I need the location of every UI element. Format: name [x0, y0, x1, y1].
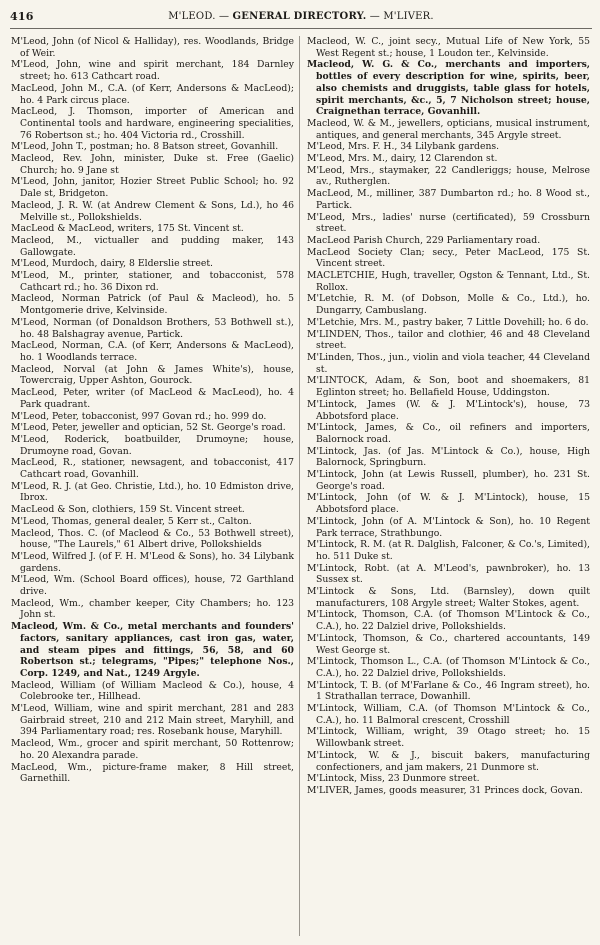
directory-entry: MacLeod, J. Thomson, importer of American and Continental tools and hardware, engineering specialities, 76 Robertson st.; ho. 404 Victoria rd., Crosshill.: [11, 106, 294, 141]
directory-entry: M'Lintock, John (at Lewis Russell, plumber), ho. 231 St. George's road.: [307, 469, 590, 492]
directory-entry: M'Lintock, Thomson L., C.A. (of Thomson M'Lintock & Co., C.A.), ho. 22 Dalziel drive, Pollokshields.: [307, 656, 590, 679]
directory-entry: M'LINDEN, Thos., tailor and clothier, 46 and 48 Cleveland street.: [307, 328, 590, 352]
page-number: 416: [10, 10, 34, 23]
directory-entry: M'Lintock, Miss, 23 Dunmore street.: [307, 773, 480, 785]
directory-entry: M'Leod, M., printer, stationer, and tobacconist, 578 Cathcart rd.; ho. 36 Dixon rd.: [11, 270, 294, 293]
directory-entry: Macleod, Norman Patrick (of Paul & Macleod), ho. 5 Montgomerie drive, Kelvinside.: [11, 293, 294, 317]
directory-entry: MacLeod & Son, clothiers, 159 St. Vincent street.: [11, 504, 245, 516]
directory-entry: M'Lintock, Jas. (of Jas. M'Lintock & Co.), house, High Balornock, Springburn.: [307, 445, 590, 469]
directory-entry: MacLeod Parish Church, 229 Parliamentary road.: [307, 234, 541, 246]
directory-entry: Macleod, Rev. John, minister, Duke st. Free (Gaelic) Church; ho. 9 Jane st: [11, 153, 294, 176]
directory-entry: MACLETCHIE, Hugh, traveller, Ogston & Tennant, Ltd., St. Rollox.: [307, 270, 590, 293]
directory-entry: MacLeod, R., stationer, newsagent, and tobacconist, 417 Cathcart road, Govanhill.: [11, 457, 294, 481]
directory-entry: Macleod, William (of William Macleod & Co.), house, 4 Colebrooke ter., Hillhead.: [11, 679, 294, 703]
directory-entry: M'Leod, John, janitor, Hozier Street Public School; ho. 92 Dale st, Bridgeton.: [11, 176, 294, 200]
left-column: [11, 36, 294, 785]
directory-entry: M'Leod, Mrs. M., dairy, 12 Clarendon st.: [307, 153, 498, 165]
header-rule: [10, 28, 592, 29]
directory-entry: MacLeod Society Clan; secy., Peter MacLeod, 175 St. Vincent street.: [307, 246, 590, 270]
directory-entry: Macleod, Wm., grocer and spirit merchant, 50 Rottenrow; ho. 20 Alexandra parade.: [11, 738, 294, 761]
running-title: M'LEOD. — GENERAL DIRECTORY. — M'LIVER.: [168, 11, 434, 22]
directory-entry: MacLeod & MacLeod, writers, 175 St. Vincent st.: [11, 223, 244, 235]
directory-entry: Macleod, W. C., joint secy., Mutual Life of New York, 55 West Regent st.; house, 1 Loudon ter., Kelvinside.: [307, 36, 590, 59]
directory-entry: M'Lintock, William, wright, 39 Otago street; ho. 15 Willowbank street.: [307, 726, 590, 750]
directory-entry: M'Leod, Norman (of Donaldson Brothers, 53 Bothwell st.), ho. 48 Balshagray avenue, Partick.: [11, 316, 294, 340]
directory-entry: M'Lintock, James (W. & J. M'Lintock's), house, 73 Abbotsford place.: [307, 398, 590, 422]
directory-entry: M'Lintock, John (of A. M'Lintock & Son), ho. 10 Regent Park terrace, Strathbungo.: [307, 515, 590, 539]
directory-entry: M'Lintock, W. & J., biscuit bakers, manufacturing confectioners, and jam makers, 21 Dunmore st.: [307, 749, 590, 773]
directory-entry: Macleod, J. R. W. (at Andrew Clement & Sons, Ld.), ho 46 Melville st., Pollokshields.: [11, 199, 294, 223]
directory-entry: M'Lintock, R. M. (at R. Dalglish, Falconer, & Co.'s, Limited), ho. 511 Duke st.: [307, 539, 590, 562]
directory-entry: Macleod, Thos. C. (of Macleod & Co., 53 Bothwell street), house, "The Laurels," 61 Albert drive, Pollokshields: [11, 527, 294, 551]
directory-entry: M'Leod, William, wine and spirit merchant, 281 and 283 Gairbraid street, 210 and 212 Main street, Maryhill, and 394 Parliamentary road; res. Rosebank house, Maryhill.: [11, 703, 294, 738]
title-suffix: M'LIVER.: [383, 11, 434, 22]
directory-entry: M'Leod, Wm. (School Board offices), house, 72 Garthland drive.: [11, 574, 294, 598]
directory-entry: MacLeod, Wm., picture-frame maker, 8 Hill street, Garnethill.: [11, 761, 294, 785]
directory-entry: M'Leod, Peter, jeweller and optician, 52 St. George's road.: [11, 422, 286, 434]
directory-entry: M'Lintock, Thomson, C.A. (of Thomson M'Lintock & Co., C.A.), ho. 22 Dalziel drive, Pollokshields.: [307, 609, 590, 633]
directory-entry: M'Lintock, James, & Co., oil refiners and importers, Balornock road.: [307, 422, 590, 445]
title-prefix: M'LEOD.: [168, 11, 216, 22]
directory-entry: M'Leod, John (of Nicol & Halliday), res. Woodlands, Bridge of Weir.: [11, 36, 294, 59]
directory-entry: M'LINTOCK, Adam, & Son, boot and shoemakers, 81 Eglinton street; ho. Bellafield House, Uddingston.: [307, 375, 590, 399]
directory-entry: M'Lintock, T. B. (of M'Farlane & Co., 46 Ingram street), ho. 1 Strathallan terrace, Dowanhill.: [307, 679, 590, 703]
directory-entry: M'Letchie, Mrs. M., pastry baker, 7 Little Dovehill; ho. 6 do.: [307, 316, 589, 328]
directory-entry: M'Leod, John T., postman; ho. 8 Batson street, Govanhill.: [11, 141, 279, 153]
directory-entry: M'Leod, Murdoch, dairy, 8 Elderslie street.: [11, 258, 213, 270]
directory-entry: M'Lintock, John (of W. & J. M'Lintock), house, 15 Abbotsford place.: [307, 492, 590, 516]
title-main: GENERAL DIRECTORY.: [232, 11, 367, 22]
directory-entry: MacLeod, Norman, C.A. (of Kerr, Andersons & MacLeod), ho. 1 Woodlands terrace.: [11, 340, 294, 363]
directory-entry: M'Leod, R. J. (at Geo. Christie, Ltd.), ho. 10 Edmiston drive, Ibrox.: [11, 480, 294, 504]
right-column: [307, 36, 590, 797]
directory-entry: M'Leod, Thomas, general dealer, 5 Kerr st., Calton.: [11, 515, 252, 527]
directory-entry: M'Lintock & Sons, Ltd. (Barnsley), down quilt manufacturers, 108 Argyle street; Walter Stokes, agent.: [307, 586, 590, 609]
directory-entry: M'Leod, Peter, tobacconist, 997 Govan rd.; ho. 999 do.: [11, 410, 267, 422]
directory-entry: M'Leod, Wilfred J. (of F. H. M'Leod & Sons), ho. 34 Lilybank gardens.: [11, 550, 294, 574]
page-header: [10, 8, 592, 26]
directory-entry: M'Leod, John, wine and spirit merchant, 184 Darnley street; ho. 613 Cathcart road.: [11, 59, 294, 83]
directory-entry: M'Linden, Thos., jun., violin and viola teacher, 44 Cleveland st.: [307, 351, 590, 375]
directory-entry: M'Lintock, William, C.A. (of Thomson M'Lintock & Co., C.A.), ho. 11 Balmoral crescent, Crosshill: [307, 703, 590, 726]
directory-entry: MacLeod, John M., C.A. (of Kerr, Andersons & MacLeod); ho. 4 Park circus place.: [11, 82, 294, 106]
directory-entry: M'Leod, Mrs., ladies' nurse (certificated), 59 Crossburn street.: [307, 211, 590, 235]
directory-entry: Macleod, Norval (at John & James White's), house, Towercraig, Upper Ashton, Gourock.: [11, 363, 294, 387]
directory-entry: M'Lintock, Thomson, & Co., chartered accountants, 149 West George st.: [307, 632, 590, 656]
column-divider: [299, 36, 300, 936]
directory-entry: Macleod, W. & M., jewellers, opticians, musical instrument, antiques, and general merchants, 345 Argyle street.: [307, 117, 590, 141]
directory-entry: M'Letchie, R. M. (of Dobson, Molle & Co., Ltd.), ho. Dungarry, Cambuslang.: [307, 293, 590, 317]
directory-entry: M'Leod, Mrs. F. H., 34 Lilybank gardens.: [307, 141, 500, 153]
directory-entry: M'Leod, Roderick, boatbuilder, Drumoyne; house, Drumoyne road, Govan.: [11, 433, 294, 457]
directory-entry: Macleod, M., victualler and pudding maker, 143 Gallowgate.: [11, 234, 294, 258]
directory-entry: M'Lintock, Robt. (at A. M'Leod's, pawnbroker), ho. 13 Sussex st.: [307, 562, 590, 586]
directory-entry: Macleod, Wm., chamber keeper, City Chambers; ho. 123 John st.: [11, 597, 294, 621]
directory-entry: MacLeod, Peter, writer (of MacLeod & MacLeod), ho. 4 Park quadrant.: [11, 387, 294, 410]
directory-entry: Macleod, Wm. & Co., metal merchants and founders' factors, sanitary appliances, cast iron gas, water, and steam pipes and fittings, 56, 58, and 60 Robertson st.; telegrams, "Pipes;" telephone Nos., Corp. 1249, and Nat., 1249 Argyle.: [11, 621, 294, 679]
directory-entry: M'LIVER, James, goods measurer, 31 Princes dock, Govan.: [307, 785, 583, 796]
directory-entry: M'Leod, Mrs., staymaker, 22 Candleriggs; house, Melrose av., Rutherglen.: [307, 164, 590, 188]
directory-entry: MacLeod, M., milliner, 387 Dumbarton rd.; ho. 8 Wood st., Partick.: [307, 188, 590, 211]
directory-entry: Macleod, W. G. & Co., merchants and importers, bottles of every description for wine, spirits, beer, also chemists and druggists, table glass for hotels, spirit merchants, &c., 5, 7 Nicholson street; house, Craignethan terrace, Govanhill.: [307, 59, 590, 118]
